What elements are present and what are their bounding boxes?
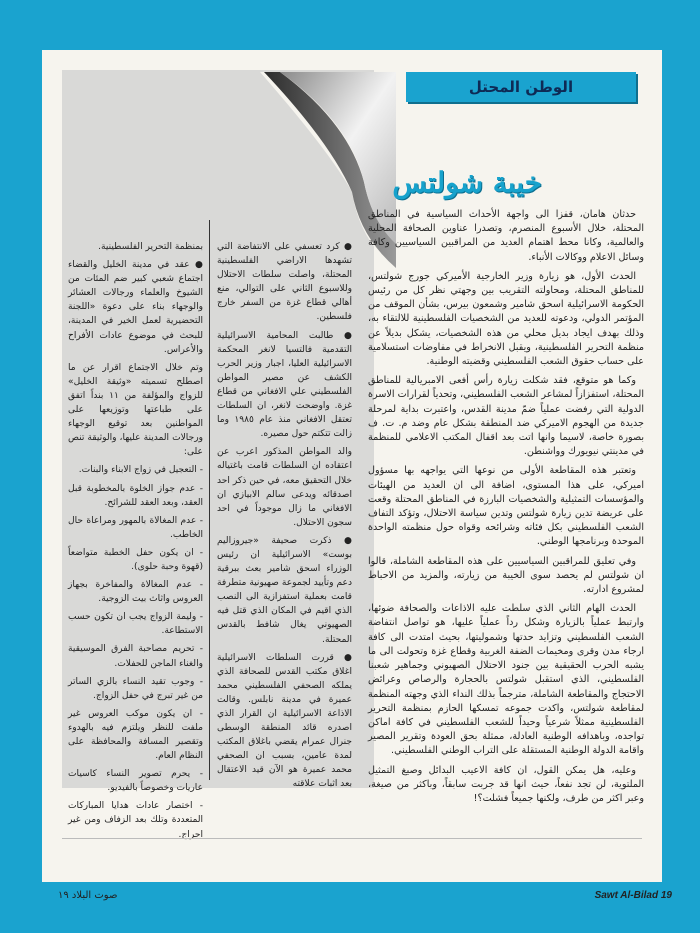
list-item: - عدم جواز الخلوة بالمخطوبة قبل العقد، وبعد العقد للشرائح. (68, 483, 203, 508)
paragraph: وفي تعليق للمراقبين السياسيين على هذه المقاطعة الشاملة، قالوا ان شولتس لم يحصد سوى الخيبة من زيارته، والمزيد من الاحباط لمشروع ادارته. (368, 555, 644, 596)
list-item: - التعجيل في زواج الابناء والبنات. (78, 465, 203, 476)
list-item: - تحريم مصاحبة الفرق الموسيقية والغناء الماجن للحفلات. (68, 644, 203, 669)
news-item: ● ذكرت صحيفة «جيروزاليم بوست» الاسرائيلية ان رئيس الوزراء اسحق شامير بعث ببرقية دعم وتأييد لجموعة صهيونية متطرفة قامت بعملية استفزازية الى النصب الذي اقيم في المكان الذي قتل فيه الصهيوني يغال شافط بالقدس المحتلة. (217, 535, 352, 645)
news-item: ● قررت السلطات الاسرائيلية اغلاق مكتب القدس للصحافة الذي يملكه الصحفي الفلسطيني محمد عميرة في مدينة نابلس. وقالت الاذاعة الاسرائيلية ان القرار الذي اصدره قائد المنطقة الوسطى جنرال عمرام يقضي باغلاق المكتب لمدة عامين، بسبب ان الصحفي محمد عميرة هو الآن قيد الاعتقال بعد اثبات علاقته (217, 652, 352, 790)
section-label: الوطن المحتل (406, 72, 636, 102)
news-item: ● طالبت المحامية الاسرائيلية التقدمية فالتسيا لانغر المحكمة الاسرائيلية العليا، اجبار وزير الحرب الكشف عن مصير المواطن الفلسطيني علي الافغاني من قطاع غزة. واوضحت لانغر، ان السلطات تعتقل الافغاني منذ عام ١٩٨٥ وما زالت تتكتم حول مصيره. (217, 330, 352, 440)
news-brief-column-2 (68, 240, 203, 846)
news-item: وتم خلال الاجتماع اقرار عن ما اصطلح تسميته «وثيقة الخليل» للزواج والمؤلفة من ١١ بنداً اتفق على طباعتها وتوزيعها على المواطنين بعد توقيع الوجهاء ورجالات المدينة عليها، والوثيقة تنص على: (68, 362, 203, 458)
news-item: والد المواطن المذكور اعرب عن اعتقاده ان السلطات قامت باغتياله خلال التحقيق معه، في حين ذكر احد اصدقائه ويدعى سالم الابيازي ان الافغاني ما زال موجوداً في احد سجون الاحتلال. (217, 447, 352, 528)
list-item: - ان يكون موكب العروس غير ملفت للنظر ويلتزم فيه بالهدوء وتقصير المسافة والمحافظة على النظام العام. (68, 708, 203, 762)
list-item: - يحرم تصوير النساء كاسيات عاريات وخصوصاً بالفيديو. (68, 769, 203, 794)
column-divider (209, 220, 210, 780)
paragraph: الحدث الأول، هو زيارة وزير الخارجية الأميركي جورج شولتس، للمناطق المحتلة، ومحاولته التقريب بين وجهتي نظر كل من رئيس الحكومة الاسرائيلية اسحق شامير وشمعون بيرس، بشأن الموقف من المؤتمر الدولي، ودعوته للعديد من الشخصيات الفلسطينية للالتقاء به، وذلك بهدف ايجاد بديل محلي من هذه الشخصيات، يشكل بديلاً عن منظمة التحرير الفلسطينية، ويقبل الانخراط في مفاوضات استسلامية على حساب حقوق الشعب الفلسطيني وقضيته الوطنية. (368, 270, 644, 368)
list-item: - عدم المغالاة بالمهور ومراعاة حال الخاطب. (68, 515, 203, 540)
list-item: - عدم المغالاة والمفاخرة بجهاز العروس واثاث بيت الزوجية. (68, 580, 203, 605)
paragraph: حدثان هامان، قفزا الى واجهة الأحداث السياسية في المناطق المحتلة، خلال الأسبوع المنصرم، وتصدرا عناوين الصحافة المحلية والعالمية، وكانا محط اهتمام العديد من المراقبين السياسيين وكافة وسائل الاعلام ووكالات الأنباء. (368, 209, 644, 263)
paragraph: وكما هو متوقع، فقد شكلت زيارة رأس أفعى الامبريالية للمناطق المحتلة، استفزازاً لمشاعر الشعب الفلسطيني، وتحدياً لقرارات الاسرة الدولية التي رفضت عملياً ضمّ مدينة القدس، واعتبرت بداية لمرحلة جديدة من الهجوم الاميركي ضد المنطقة بشكل عام وضد م. ت. ف بصورة خاصة، لاسيما وانها اتت بعد اقفال المكتب الاعلامي للمنظمة في مدينتي نيويورك وواشنطن. (368, 375, 644, 458)
list-item: - وليمة الزواج يجب ان تكون حسب الاستطاعة. (68, 612, 203, 637)
footer-rule (62, 838, 642, 863)
news-item: ● عقد في مدينة الخليل والقضاء اجتماع شعبي كبير ضم المئات من الشيوخ والعلماء ورجالات العشائر والوجهاء بناء على دعوة «اللجنة التحضيرية لعمل الخير في المدينة، للبحث في موضوع عادات الأفراح والأعراس. (68, 260, 203, 355)
footer-magazine-name-ar: صوت البلاد ١٩ (58, 890, 118, 901)
news-item: بمنظمة التحرير الفلسطينية. (98, 242, 203, 252)
article-headline: خيبة شولتس (392, 166, 542, 199)
magazine-page (42, 50, 662, 882)
news-brief-column-1 (217, 240, 352, 796)
list-item: - ان يكون حفل الخطبة متواضعاً (قهوة وحبة حلوى). (68, 547, 203, 572)
news-item: ● كرد تعسفي على الانتفاضة التي تشهدها الاراضي الفلسطينية المحتلة، واصلت سلطات الاحتلال وللاسبوع الثاني على التوالي، منع أهالي قطاع غزة من السفر خارج فلسطين. (217, 242, 352, 323)
paragraph: وعليه، هل يمكن القول، ان كافة الاعيب البدائل وصيغ التمثيل الملتوية، لن تجد نفعاً، حيث انها قد جربت سابقاً، وباكثر من صيغة، وعبر اكثر من طرف، ولكنها جميعاً فشلت؟! (368, 764, 644, 804)
main-article-column (368, 208, 644, 811)
footer-magazine-name-en: Sawt Al-Bilad 19 (594, 890, 672, 901)
list-item: - وجوب تقيد النساء بالزي الساتر من غير تبرج في حفل الزواج. (68, 676, 203, 701)
list-item: - اختصار عادات هدايا المباركات المتعددة وتلك بعد الزفاف ومن غير احراج. (68, 801, 203, 840)
paragraph: الحدث الهام الثاني الذي سلطت عليه الاذاعات والصحافة ضوئها، وارتبط عملياً بالزيارة وشكل رداً عملياً عليها، هو تواصل انتفاضة الشعب الفلسطيني وتزايد حدتها وشموليتها، بحيث امتدت الى كافة ارجاء مدن وقرى ومخيمات الضفة الغربية وقطاع غزة وتحولت الى ما يشبه الحرب الحقيقية بين جنود الاحتلال الصهيوني وجماهير شعبنا الفلسطيني، الذي استقبل شولتس بالحجارة والرصاص وعرائض الاحتجاج والمقاطعة الشاملة، مترجماً بذلك النداء الذي وجهته المنظمة لمقاطعة شولتس، واكدت جموعه تمسكها الحازم بمنظمة التحرير الفلسطينية ممثلاً شرعياً وحيداً للشعب الفلسطيني في كافة اماكن تواجده، وباهدافه الوطنية العادلة، ممثلة بحق العودة وتقرير المصير واقامة الدولة الوطنية المستقلة على التراب الوطني الفلسطيني. (368, 603, 644, 757)
paragraph: وتعتبر هذه المقاطعة الأولى من نوعها التي يواجهه بها مسؤول اميركي، على هذا المستوى، اضافة الى ان العديد من الهيئات والمؤسسات التمثيلية والشخصيات البارزة في المناطق المحتلة وقعت على عريضة تدين زيارة شولتس وتدين سياسة الاحتلال، وتؤكد التفاف الشعب الفلسطيني بكل فئاته وشرائحه وقواه حول منظمته الواحدة الموحدة وبرنامجها الوطني. (368, 465, 644, 548)
